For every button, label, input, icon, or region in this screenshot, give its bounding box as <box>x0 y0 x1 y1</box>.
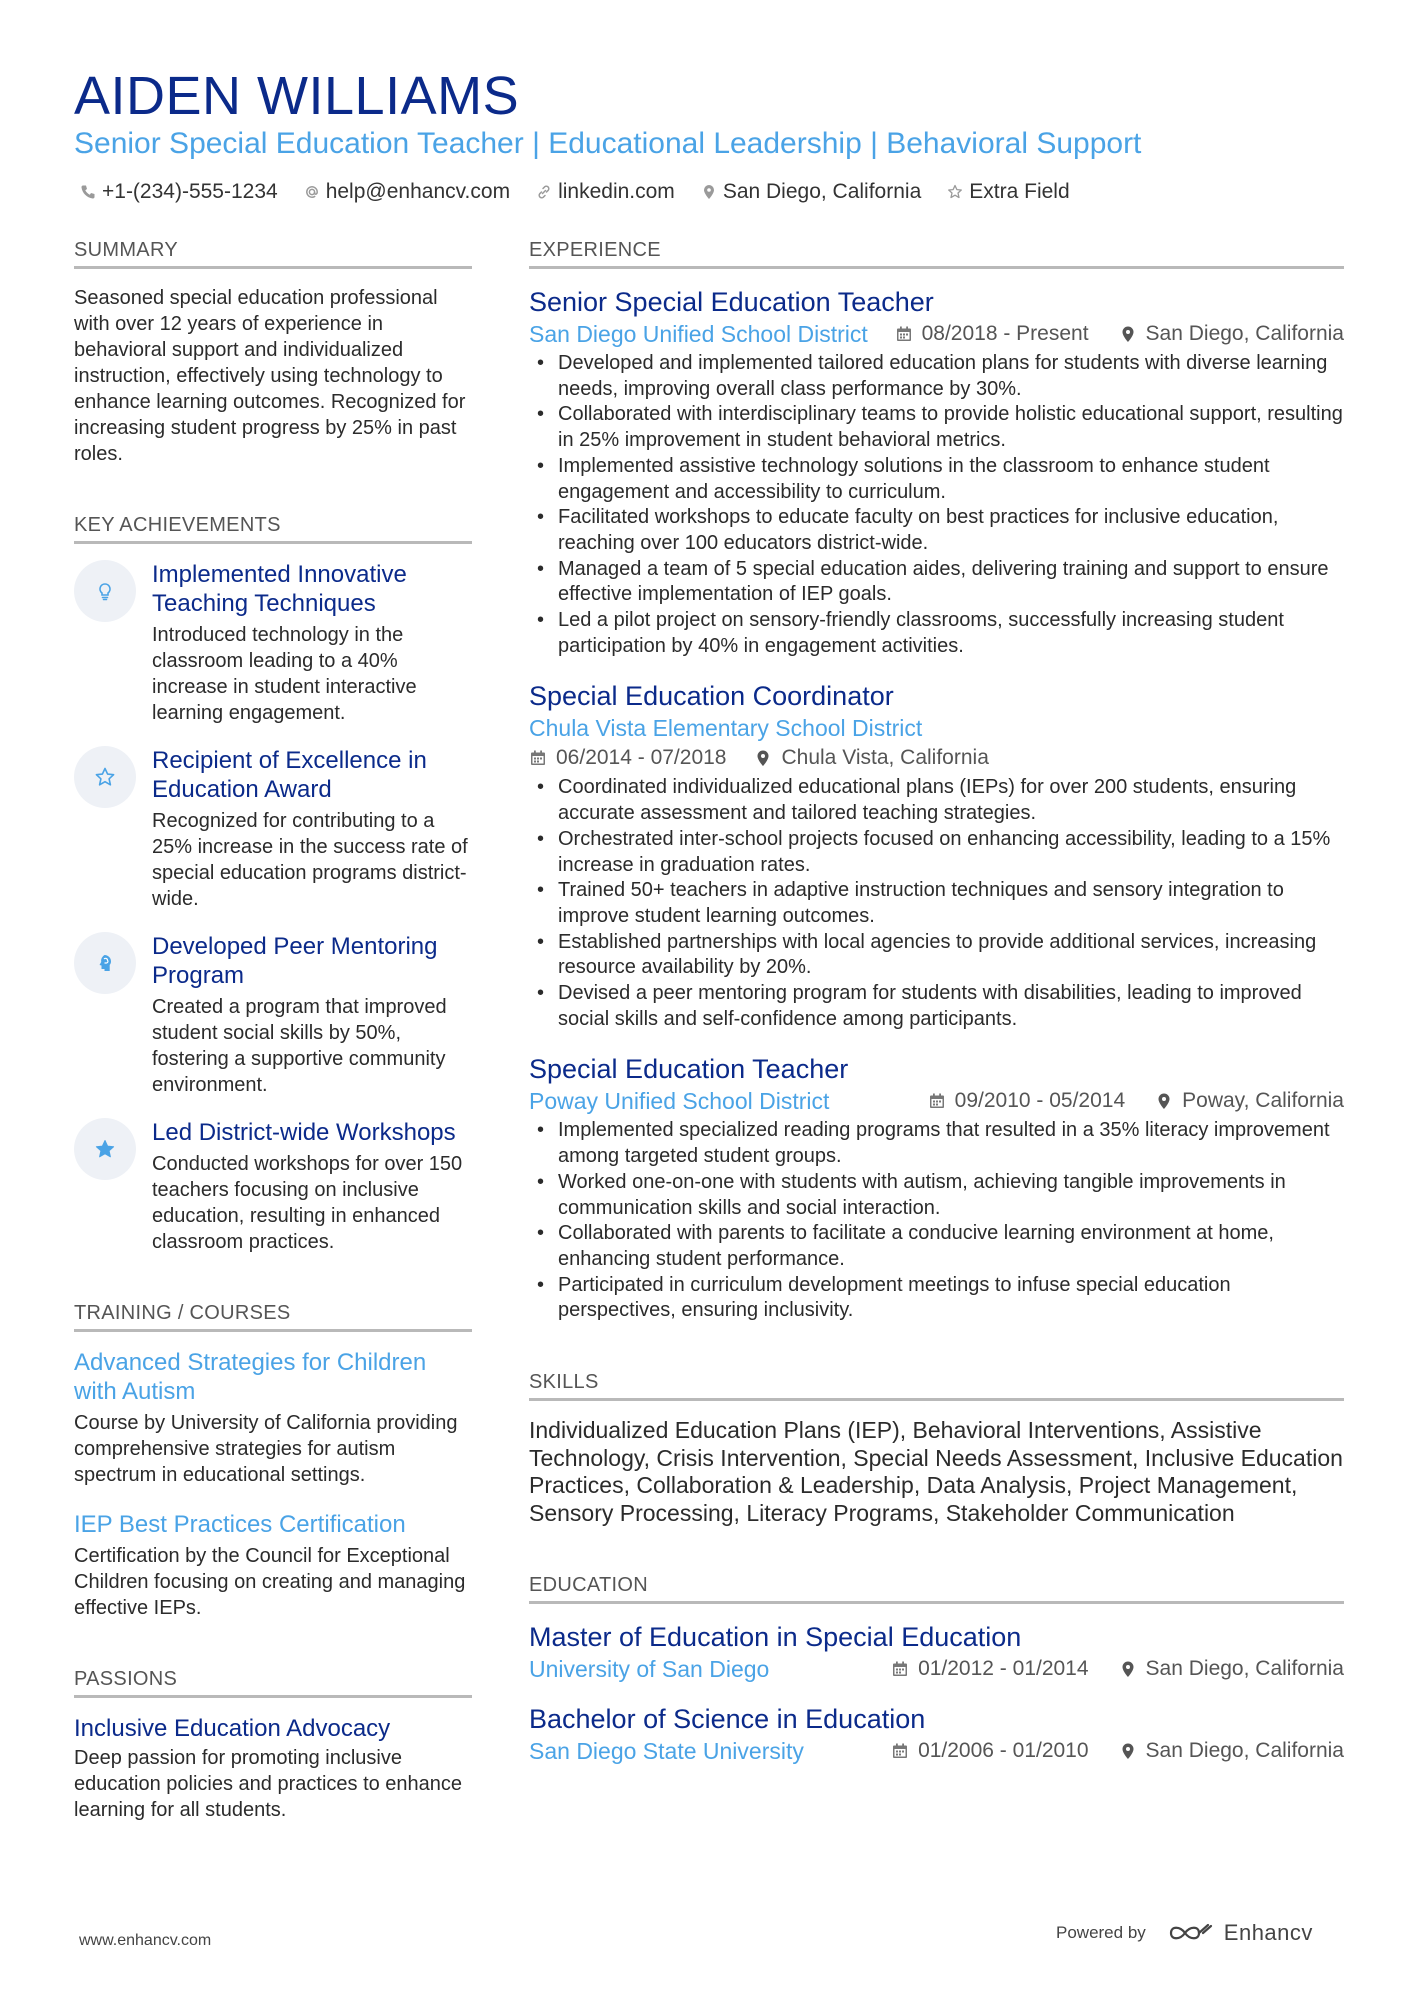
left-column <box>74 236 472 1823</box>
contact-extra <box>947 178 1069 206</box>
job-bullets <box>529 1118 1344 1324</box>
contact-bar <box>80 178 1070 206</box>
calendar-icon <box>891 1660 909 1678</box>
achievement-item <box>74 746 472 912</box>
bullet-item: • Facilitated workshops to educate faculty on best practices for inclusive education, reaching over 100 educators district-wide. <box>529 505 1344 556</box>
passions-section <box>74 1665 472 1823</box>
bullet-item: • Established partnerships with local agencies to provide additional services, increasing resource availability by 20%. <box>529 930 1344 981</box>
job-dates: 06/2014 - 07/2018 <box>556 746 727 770</box>
calendar-icon <box>895 325 913 343</box>
bullet-item: • Collaborated with interdisciplinary teams to provide holistic educational support, resulting in 25% improvement in student behavioral metrics. <box>529 402 1344 453</box>
bullet-item: • Orchestrated inter-school projects focused on enhancing accessibility, leading to a 15% increase in graduation rates. <box>529 827 1344 878</box>
school-name: University of San Diego <box>529 1656 770 1683</box>
achievement-text: Created a program that improved student social skills by 50%, fostering a supportive community environment. <box>152 996 447 1096</box>
achievement-title: Implemented Innovative Teaching Techniques <box>152 561 407 617</box>
education-dates: 01/2006 - 01/2010 <box>918 1739 1089 1763</box>
right-column <box>529 236 1344 1784</box>
location-pin-icon <box>1155 1092 1173 1110</box>
achievements-section <box>74 511 472 1255</box>
degree-title: Bachelor of Science in Education <box>529 1704 926 1735</box>
phone-icon <box>80 184 96 200</box>
course-item <box>74 1348 472 1488</box>
achievement-text: Conducted workshops for over 150 teachers focusing on inclusive education, resulting in enhanced classroom practices. <box>152 1153 463 1253</box>
course-text: Course by University of California providing comprehensive strategies for autism spectrum in educational settings. <box>74 1412 458 1486</box>
footer-website[interactable]: www.enhancv.com <box>79 1932 212 1949</box>
passion-item <box>74 1714 472 1823</box>
job-dates: 09/2010 - 05/2014 <box>954 1089 1126 1113</box>
education-heading: EDUCATION <box>529 1571 1344 1604</box>
contact-email[interactable] <box>304 178 510 206</box>
contact-linkedin[interactable] <box>536 178 675 206</box>
achievement-text: Recognized for contributing to a 25% increase in the success rate of special education programs district-wide. <box>152 810 468 910</box>
bullet-item: • Devised a peer mentoring program for students with disabilities, leading to improved social skills and self-confidence among participants. <box>529 981 1344 1032</box>
calendar-icon <box>928 1092 946 1110</box>
star-outline-icon <box>947 184 963 200</box>
candidate-name: AIDEN WILLIAMS <box>74 66 520 126</box>
phone-text: +1-(234)-555-1234 <box>102 180 278 203</box>
passion-title: Inclusive Education Advocacy <box>74 1715 391 1742</box>
location-pin-icon <box>1119 325 1137 343</box>
training-section <box>74 1299 472 1621</box>
bullet-item: • Developed and implemented tailored education plans for students with diverse learning needs, improving overall class performance by 30%. <box>529 351 1344 402</box>
job-location: Poway, California <box>1182 1089 1344 1113</box>
summary-text: Seasoned special education professional with over 12 years of experience in behavioral support and individualized instruction, effectively using technology to enhance learning outcomes. Recognized for increasing student progress by 25% in past roles. <box>74 287 466 465</box>
star-outline-icon <box>94 766 116 788</box>
summary-heading: SUMMARY <box>74 236 472 269</box>
achievement-title: Developed Peer Mentoring Program <box>152 933 438 989</box>
skills-text: Individualized Education Plans (IEP), Behavioral Interventions, Assistive Technology, Crisis Intervention, Special Needs Assessment, Inclusive Education Practices, Collaboration & Leadership, Data Analysis, Project Management, Sensory Processing, Literacy Programs, Stakeholder Communication <box>529 1417 1343 1526</box>
job-bullets <box>529 775 1344 1032</box>
contact-phone[interactable] <box>80 178 278 206</box>
education-entry <box>529 1620 1344 1684</box>
job-title: Special Education Teacher <box>529 1054 849 1085</box>
job-dates: 08/2018 - Present <box>921 322 1089 345</box>
summary-section <box>74 236 472 467</box>
powered-by-label: Powered by <box>1056 1923 1146 1942</box>
at-icon <box>304 184 320 200</box>
education-location: San Diego, California <box>1145 1657 1344 1681</box>
degree-title: Master of Education in Special Education <box>529 1622 1022 1653</box>
job-bullets <box>529 351 1344 659</box>
school-name: San Diego State University <box>529 1738 804 1765</box>
star-filled-icon <box>94 1138 116 1160</box>
passion-text: Deep passion for promoting inclusive education policies and practices to enhance learning for all students. <box>74 1747 463 1821</box>
experience-heading: EXPERIENCE <box>529 236 1344 269</box>
bullet-item: • Implemented assistive technology solutions in the classroom to enhance student engagement and accessibility to curriculum. <box>529 454 1344 505</box>
company-name: San Diego Unified School District <box>529 321 868 347</box>
achievement-title: Recipient of Excellence in Education Award <box>152 747 427 803</box>
achievement-text: Introduced technology in the classroom leading to a 40% increase in student interactive learning engagement. <box>152 624 417 724</box>
achievement-title: Led District-wide Workshops <box>152 1119 456 1146</box>
course-title: Advanced Strategies for Children with Autism <box>74 1349 427 1405</box>
bullet-item: • Worked one-on-one with students with autism, achieving tangible improvements in communication skills and social interaction. <box>529 1170 1344 1221</box>
bullet-item: • Implemented specialized reading programs that resulted in a 35% literacy improvement among targeted student groups. <box>529 1118 1344 1169</box>
extra-field-text: Extra Field <box>969 180 1070 203</box>
location-pin-icon <box>1119 1660 1137 1678</box>
email-text: help@enhancv.com <box>325 180 511 203</box>
achievement-item <box>74 1118 472 1255</box>
education-entry <box>529 1702 1344 1766</box>
job-entry <box>529 679 1344 1032</box>
course-title: IEP Best Practices Certification <box>74 1511 406 1538</box>
job-entry <box>529 1052 1344 1324</box>
bullet-item: • Managed a team of 5 special education aides, delivering training and support to ensure effective implementation of IEP goals. <box>529 557 1344 608</box>
training-heading: TRAINING / COURSES <box>74 1299 472 1332</box>
location-pin-icon <box>1119 1742 1137 1760</box>
job-title: Special Education Coordinator <box>529 681 894 712</box>
location-pin-icon <box>701 184 717 200</box>
link-icon <box>536 184 552 200</box>
job-location: Chula Vista, California <box>781 746 989 770</box>
skills-section <box>529 1368 1344 1527</box>
location-pin-icon <box>754 749 772 767</box>
course-item <box>74 1510 472 1621</box>
achievements-heading: KEY ACHIEVEMENTS <box>74 511 472 544</box>
brand-name: Enhancv <box>1223 1920 1313 1945</box>
bullet-item: • Coordinated individualized educational plans (IEPs) for over 200 students, ensuring accurate assessment and tailored teaching strategies. <box>529 775 1344 826</box>
education-dates: 01/2012 - 01/2014 <box>918 1657 1089 1681</box>
passions-heading: PASSIONS <box>74 1665 472 1698</box>
achievement-item <box>74 932 472 1098</box>
bullet-item: • Collaborated with parents to facilitate a conducive learning environment at home, enhancing student performance. <box>529 1221 1344 1272</box>
job-title: Senior Special Education Teacher <box>529 287 934 317</box>
bullet-item: • Led a pilot project on sensory-friendly classrooms, successfully increasing student participation by 40% in engagement activities. <box>529 608 1344 659</box>
achievement-item <box>74 560 472 726</box>
company-name: Poway Unified School District <box>529 1088 830 1115</box>
calendar-icon <box>529 749 547 767</box>
enhancv-logo-icon <box>1168 1921 1214 1945</box>
experience-section <box>529 236 1344 1324</box>
head-brain-icon <box>94 952 116 974</box>
candidate-tagline: Senior Special Education Teacher | Educational Leadership | Behavioral Support <box>74 127 1142 160</box>
footer-branding <box>1056 1920 1313 1946</box>
linkedin-text: linkedin.com <box>558 180 675 203</box>
bullet-item: • Trained 50+ teachers in adaptive instruction techniques and sensory integration to improve student learning outcomes. <box>529 878 1344 929</box>
location-text: San Diego, California <box>722 180 922 203</box>
calendar-icon <box>891 1742 909 1760</box>
job-entry <box>529 285 1344 659</box>
education-location: San Diego, California <box>1145 1739 1344 1763</box>
contact-location <box>701 178 921 206</box>
brand-logo[interactable] <box>1168 1920 1313 1946</box>
job-location: San Diego, California <box>1145 322 1344 345</box>
education-section <box>529 1571 1344 1766</box>
company-name: Chula Vista Elementary School District <box>529 715 923 742</box>
skills-heading: SKILLS <box>529 1368 1344 1401</box>
lightbulb-icon <box>94 580 116 602</box>
course-text: Certification by the Council for Exceptional Children focusing on creating and managing effective IEPs. <box>74 1545 466 1619</box>
bullet-item: • Participated in curriculum development meetings to infuse special education perspectives, ensuring inclusivity. <box>529 1273 1344 1324</box>
